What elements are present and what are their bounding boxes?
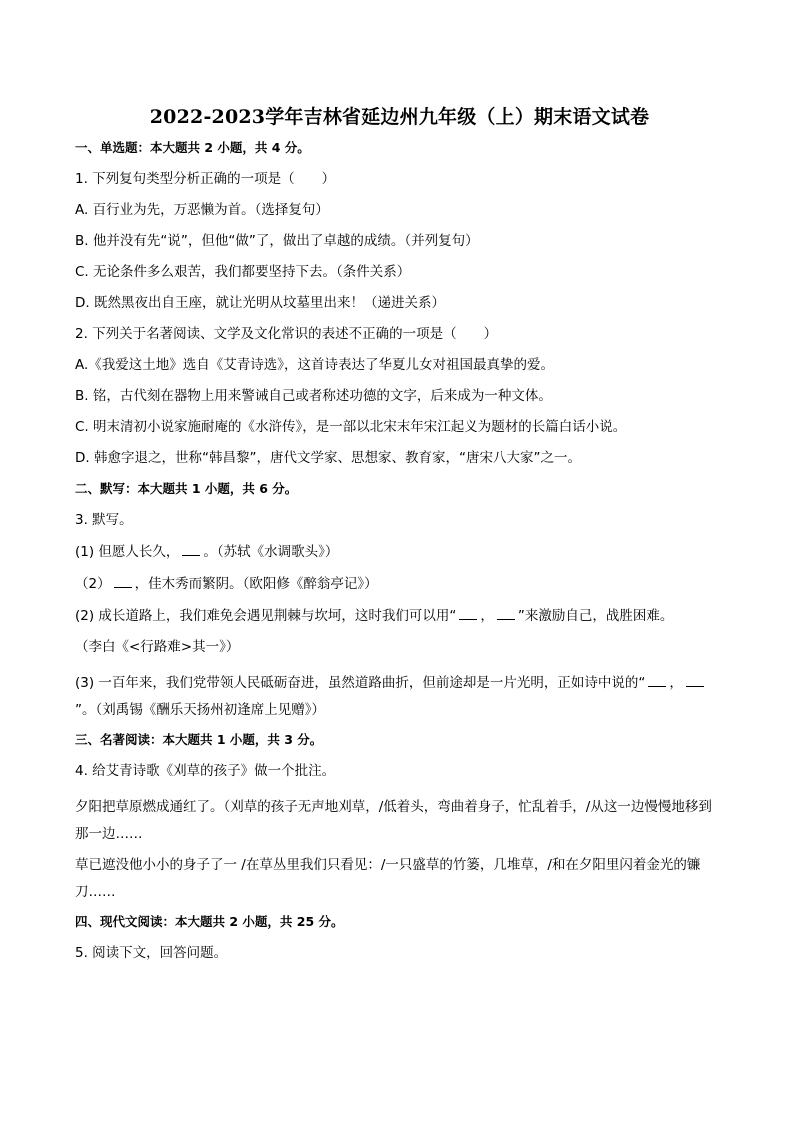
question-2-option-c: C. 明末清初小说家施耐庵的《水浒传》，是一部以北宋末年宋江起义为题材的长篇白话小说。	[75, 419, 627, 435]
question-2-stem: 2. 下列关于名著阅读、文学及文化常识的表述不正确的一项是（ ）	[75, 326, 498, 342]
question-1-option-c: C. 无论条件多么艰苦，我们都要坚持下去。（条件关系）	[75, 264, 411, 280]
answer-blank[interactable]	[648, 674, 666, 687]
answer-blank[interactable]	[182, 543, 200, 556]
page-title: 2022-2023学年吉林省延边州九年级（上）期末语文试卷	[149, 106, 650, 128]
question-3-part-2	[75, 575, 724, 592]
part-1-before-text: (1) 但愿人长久，	[75, 544, 180, 560]
question-1-option-d: D. 既然黑夜出自王座，就让光明从坟墓里出来！（递进关系）	[75, 295, 445, 311]
question-2-option-a: A.《我爱这土地》选自《艾青诗选》，这首诗表达了华夏儿女对祖国最真挚的爱。	[75, 357, 555, 373]
question-3-part-4	[75, 670, 724, 724]
part-3-after-text: ”来激励自己，战胜困难。	[517, 608, 674, 624]
answer-blank[interactable]	[114, 575, 132, 588]
question-3-stem: 3. 默写。	[75, 512, 133, 528]
question-1-stem: 1. 下列复句类型分析正确的一项是（ ）	[75, 171, 336, 187]
question-5-stem: 5. 阅读下文，回答问题。	[75, 945, 228, 961]
part-4-before-text: (3) 一百年来，我们党带领人民砥砺奋进，虽然道路曲折，但前途却是一片光明，正如诗中说的“	[75, 675, 646, 691]
part-3-before-text: (2) 成长道路上，我们难免会遇见荆棘与坎坷，这时我们可以用“	[75, 608, 457, 624]
question-3-part-1	[75, 543, 724, 560]
section-heading-single-choice: 一、单选题：本大题共 2 小题，共 4 分。	[75, 140, 310, 155]
question-3-part-3-citation: （李白《<行路难>其一》）	[75, 639, 240, 655]
answer-blank[interactable]	[459, 607, 477, 620]
answer-blank[interactable]	[686, 674, 704, 687]
question-2-option-d: D. 韩愈字退之，世称“韩昌黎”，唐代文学家、思想家、教育家，“唐宋八大家”之一。	[75, 450, 581, 466]
section-heading-dictation: 二、默写：本大题共 1 小题，共 6 分。	[75, 481, 298, 496]
answer-blank[interactable]	[497, 607, 515, 620]
part-4-after-text: ”。（刘禹锡《酬乐天扬州初逢席上见赠》）	[75, 702, 325, 718]
question-4-stem: 4. 给艾青诗歌《刈草的孩子》做一个批注。	[75, 763, 336, 779]
part-2-after-text: ，佳木秀而繁阴。（欧阳修《醉翁亭记》）	[134, 576, 378, 592]
section-heading-classic-reading: 三、名著阅读：本大题共 1 小题，共 3 分。	[75, 732, 323, 747]
question-4-poem-paragraph-2: 草已遮没他小小的身子了一 /在草丛里我们只看见：/一只盛草的竹篓，几堆草，/和在夕阳里闪着金光的镰刀……	[75, 857, 701, 900]
question-3-part-3	[75, 607, 724, 624]
section-heading-modern-reading: 四、现代文阅读：本大题共 2 小题，共 25 分。	[75, 914, 344, 929]
question-1-option-a: A. 百行业为先，万恶懒为首。（选择复句）	[75, 202, 329, 218]
question-2-option-b: B. 铭，古代刻在器物上用来警诫自己或者称述功德的文字，后来成为一种文体。	[75, 388, 552, 404]
question-1-option-b: B. 他并没有先“说”，但他“做”了，做出了卓越的成绩。（并列复句）	[75, 233, 479, 249]
part-2-before-text: （2）	[75, 576, 111, 592]
question-4-poem-paragraph-1: 夕阳把草原燃成通红了。（刈草的孩子无声地刈草，/低着头，弯曲着身子，忙乱着手，/从这一边慢慢地移到那一边……	[75, 799, 712, 842]
part-1-after-text: 。（苏轼《水调歌头》）	[203, 544, 339, 560]
part-4-middle-text: ，	[669, 675, 683, 691]
part-3-middle-text: ，	[480, 608, 494, 624]
